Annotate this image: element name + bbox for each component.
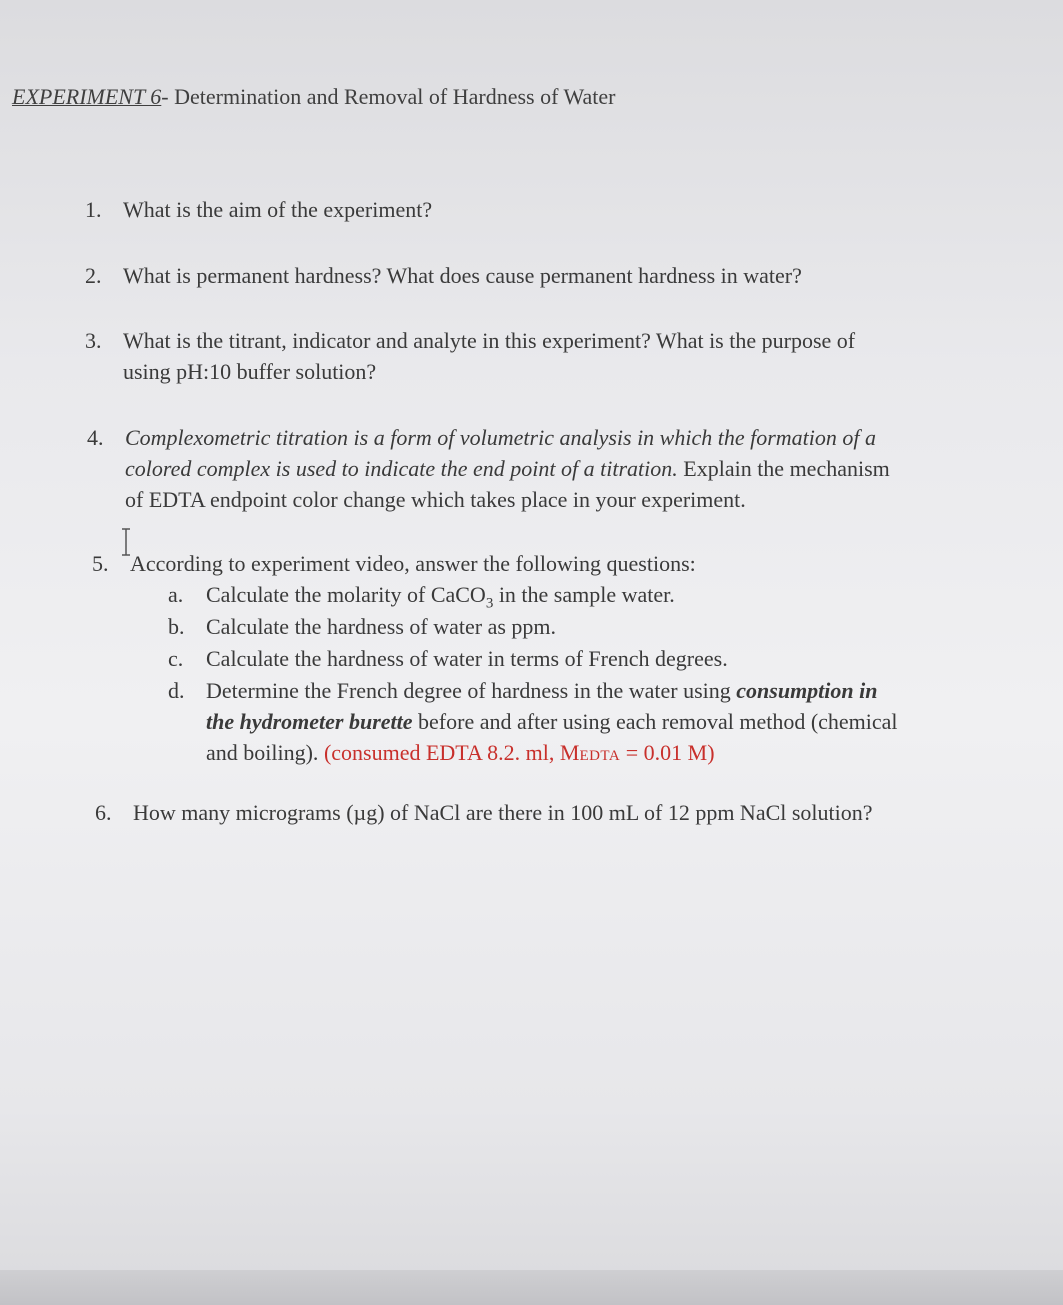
subquestion-text-end: in the sample water. — [493, 582, 675, 607]
question-text-line-3: of EDTA endpoint color change which takes place in your experiment. — [125, 487, 746, 512]
question-number: 3. — [85, 328, 102, 353]
edta-consumption-note — [324, 740, 715, 765]
title-text: - Determination and Removal of Hardness of Water — [161, 84, 616, 109]
question-text: How many micrograms (µg) of NaCl are there in 100 mL of 12 ppm NaCl solution? — [133, 800, 873, 825]
question-number: 5. — [92, 551, 109, 576]
subquestion-text: Calculate the hardness of water as ppm. — [206, 614, 557, 639]
subquestion-d-line-2: before and after using each removal method (chemical — [412, 709, 898, 734]
question-text-line-2-italic: colored complex is used to indicate the end point of a titration. — [125, 456, 678, 481]
page-title — [12, 84, 615, 110]
question-text-line-2: using pH:10 buffer solution? — [123, 359, 377, 384]
question-number: 2. — [85, 263, 102, 288]
question-number: 6. — [95, 800, 112, 825]
subscript-3: 3 — [485, 595, 494, 612]
subquestion-d-line-1-emphasis: consumption in — [736, 678, 878, 703]
subquestion-d-line-2-emphasis: the hydrometer burette — [206, 709, 413, 734]
question-text-line-2-rest: Explain the mechanism — [677, 456, 890, 481]
subquestion-text: Calculate the hardness of water in terms of French degrees. — [206, 646, 728, 671]
question-text-line-1: Complexometric titration is a form of volumetric analysis in which the formation of a — [125, 425, 877, 450]
question-number: 4. — [87, 425, 104, 450]
question-number: 1. — [85, 197, 102, 222]
subquestion-d-line-1: Determine the French degree of hardness in the water using — [206, 678, 737, 703]
subquestion-letter: a. — [168, 582, 184, 607]
title-experiment-label: EXPERIMENT 6 — [12, 84, 162, 109]
edta-molarity: = 0.01 M) — [620, 740, 715, 765]
subquestion-text-start: Calculate the molarity of CaCO — [206, 582, 486, 607]
subquestion-letter: c. — [168, 646, 184, 671]
question-text: What is permanent hardness? What does cause permanent hardness in water? — [123, 263, 802, 288]
screen-bottom-edge — [0, 1270, 1063, 1305]
question-text-line-1: What is the titrant, indicator and analyte in this experiment? What is the purpose of — [123, 328, 856, 353]
edta-note-text: (consumed EDTA 8.2. ml, M — [323, 740, 580, 765]
question-text: According to experiment video, answer the following questions: — [130, 551, 696, 576]
subquestion-letter: d. — [168, 678, 185, 703]
edta-subscript: EDTA — [579, 748, 621, 764]
subquestion-letter: b. — [168, 614, 185, 639]
question-text: What is the aim of the experiment? — [123, 197, 433, 222]
subquestion-d-line-3: and boiling). — [206, 740, 324, 765]
